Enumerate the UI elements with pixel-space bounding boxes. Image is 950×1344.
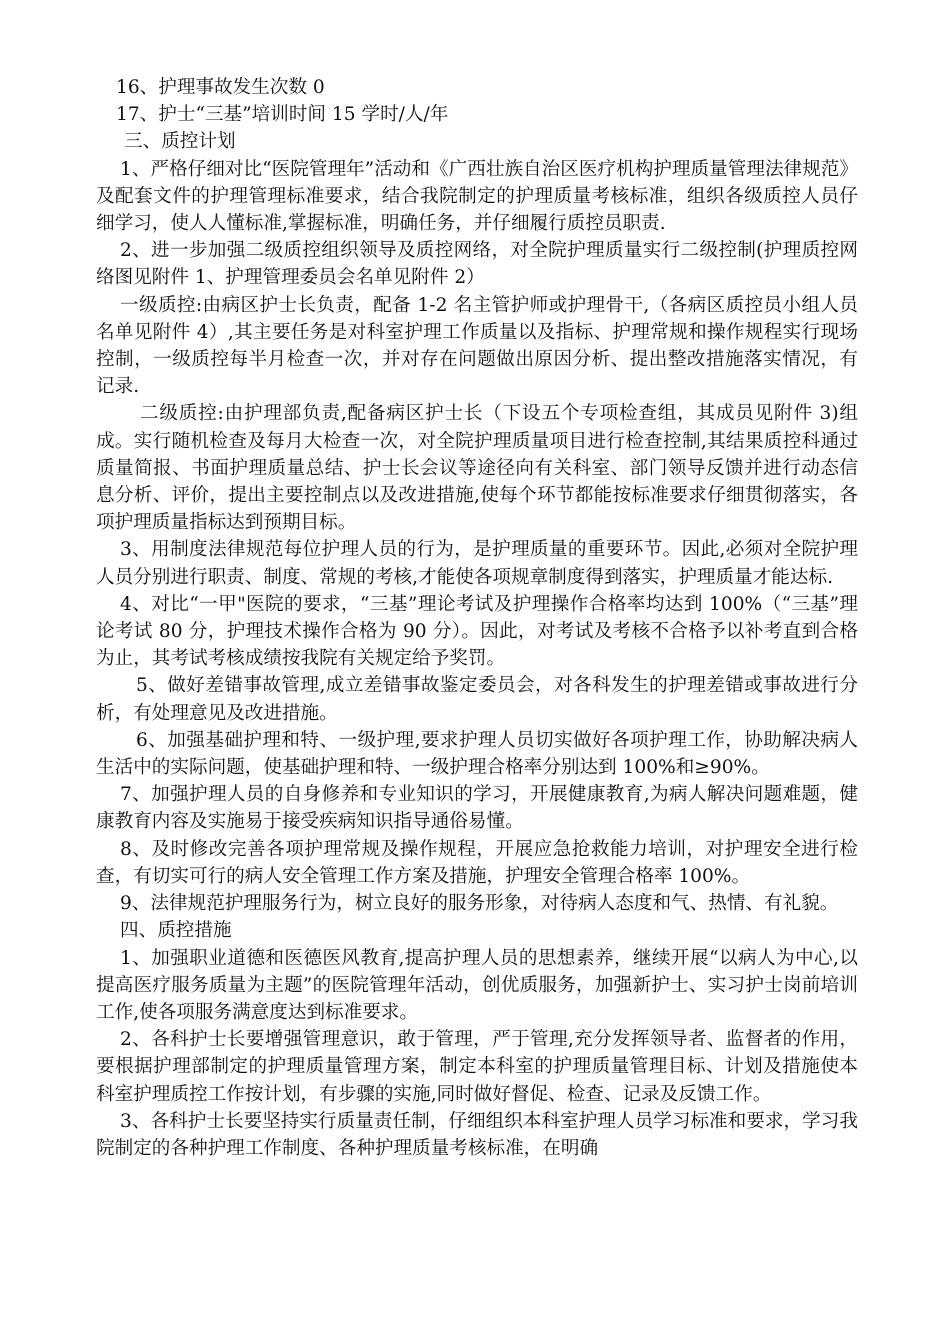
plan-item-3: 3、用制度法律规范每位护理人员的行为，是护理质量的重要环节。因此,必须对全院护理人员分别进行职责、制度、常规的考核,才能使各项规章制度得到落实，护理质量才能达标.	[96, 539, 858, 588]
measure-item-2: 2、各科护士长要增强管理意识，敢于管理，严于管理,充分发挥领导者、监督者的作用，要根据护理部制定的护理质量管理方案，制定本科室的护理质量管理目标、计划及措施使本科室护理质控工作按计划，有步骤的实施,同时做好督促、检查、记录及反馈工作。	[96, 1029, 858, 1105]
section-heading-qc-plan: 三、质控计划	[124, 131, 236, 153]
item-16-accident-count: 16、护理事故发生次数 0	[116, 77, 325, 98]
plan-item-5: 5、做好差错事故管理,成立差错事故鉴定委员会，对各科发生的护理差错或事故进行分析，有处理意见及改进措施。	[96, 675, 858, 724]
first-level-qc: 一级质控:由病区护士长负责，配备 1-2 名主管护师或护理骨干,（各病区质控员小组人员名单见附件 4）,其主要任务是对科室护理工作质量以及指标、护理常规和操作规程实行现场控制，一级质控每半月检查一次，并对存在问题做出原因分析、提出整改措施落实情况，有记录.	[96, 294, 858, 398]
measure-item-1: 1、加强职业道德和医德医风教育,提高护理人员的思想素养，继续开展“以病人为中心,以提高医疗服务质量为主题”的医院管理年活动，创优质服务，加强新护士、实习护士岗前培训工作,使各项服务满意度达到标准要求。	[96, 947, 858, 1023]
plan-item-6: 6、加强基础护理和特、一级护理,要求护理人员切实做好各项护理工作，协助解决病人生活中的实际问题，使基础护理和特、一级护理合格率分别达到 100%和≥90%。	[96, 729, 858, 779]
second-level-qc: 二级质控:由护理部负责,配备病区护士长（下设五个专项检查组，其成员见附件 3)组成。实行随机检查及每月大检查一次，对全院护理质量项目进行检查控制,其结果质控科通过质量简报、书面护理质量总结、护士长会议等途径向有关科室、部门领导反馈并进行动态信息分析、评价，提出主要控制点以及改进措施,使每个环节都能按标准要求仔细贯彻落实，各项护理质量指标达到预期目标。	[96, 403, 858, 534]
plan-item-9: 9、法律规范护理服务行为，树立良好的服务形象，对待病人态度和气、热情、有礼貌。	[120, 893, 839, 915]
plan-item-7: 7、加强护理人员的自身修养和专业知识的学习，开展健康教育,为病人解决问题难题，健康教育内容及实施易于接受疾病知识指导通俗易懂。	[96, 784, 858, 833]
plan-item-2: 2、进一步加强二级质控组织领导及质控网络，对全院护理质量实行二级控制(护理质控网络图见附件 1、护理管理委员会名单见附件 2）	[96, 240, 858, 289]
plan-item-4: 4、对比“一甲"医院的要求，“三基”理论考试及护理操作合格率均达到 100%（“三基”理论考试 80 分，护理技术操作合格为 90 分）。因此，对考试及考核不合格予以补考直到合格为止，其考试考核成绩按我院有关规定给予奖罚。	[96, 593, 858, 670]
item-17-training-hours: 17、护士“三基”培训时间 15 学时/人/年	[116, 104, 449, 126]
plan-item-1: 1、严格仔细对比“医院管理年”活动和《广西壮族自治区医疗机构护理质量管理法律规范》及配套文件的护理管理标准要求，结合我院制定的护理质量考核标准，组织各级质控人员仔细学习，使人人懂标准,掌握标准，明确任务，并仔细履行质控员职责.	[96, 158, 858, 235]
measure-item-3: 3、各科护士长要坚持实行质量责任制，仔细组织本科室护理人员学习标准和要求，学习我院制定的各种护理工作制度、各种护理质量考核标准，在明确	[96, 1110, 858, 1159]
section-heading-qc-measures: 四、质控措施	[120, 920, 232, 942]
plan-item-8: 8、及时修改完善各项护理常规及操作规程，开展应急抢救能力培训，对护理安全进行检查，有切实可行的病人安全管理工作方案及措施，护理安全管理合格率 100%。	[96, 838, 858, 887]
document-page	[96, 74, 858, 1162]
